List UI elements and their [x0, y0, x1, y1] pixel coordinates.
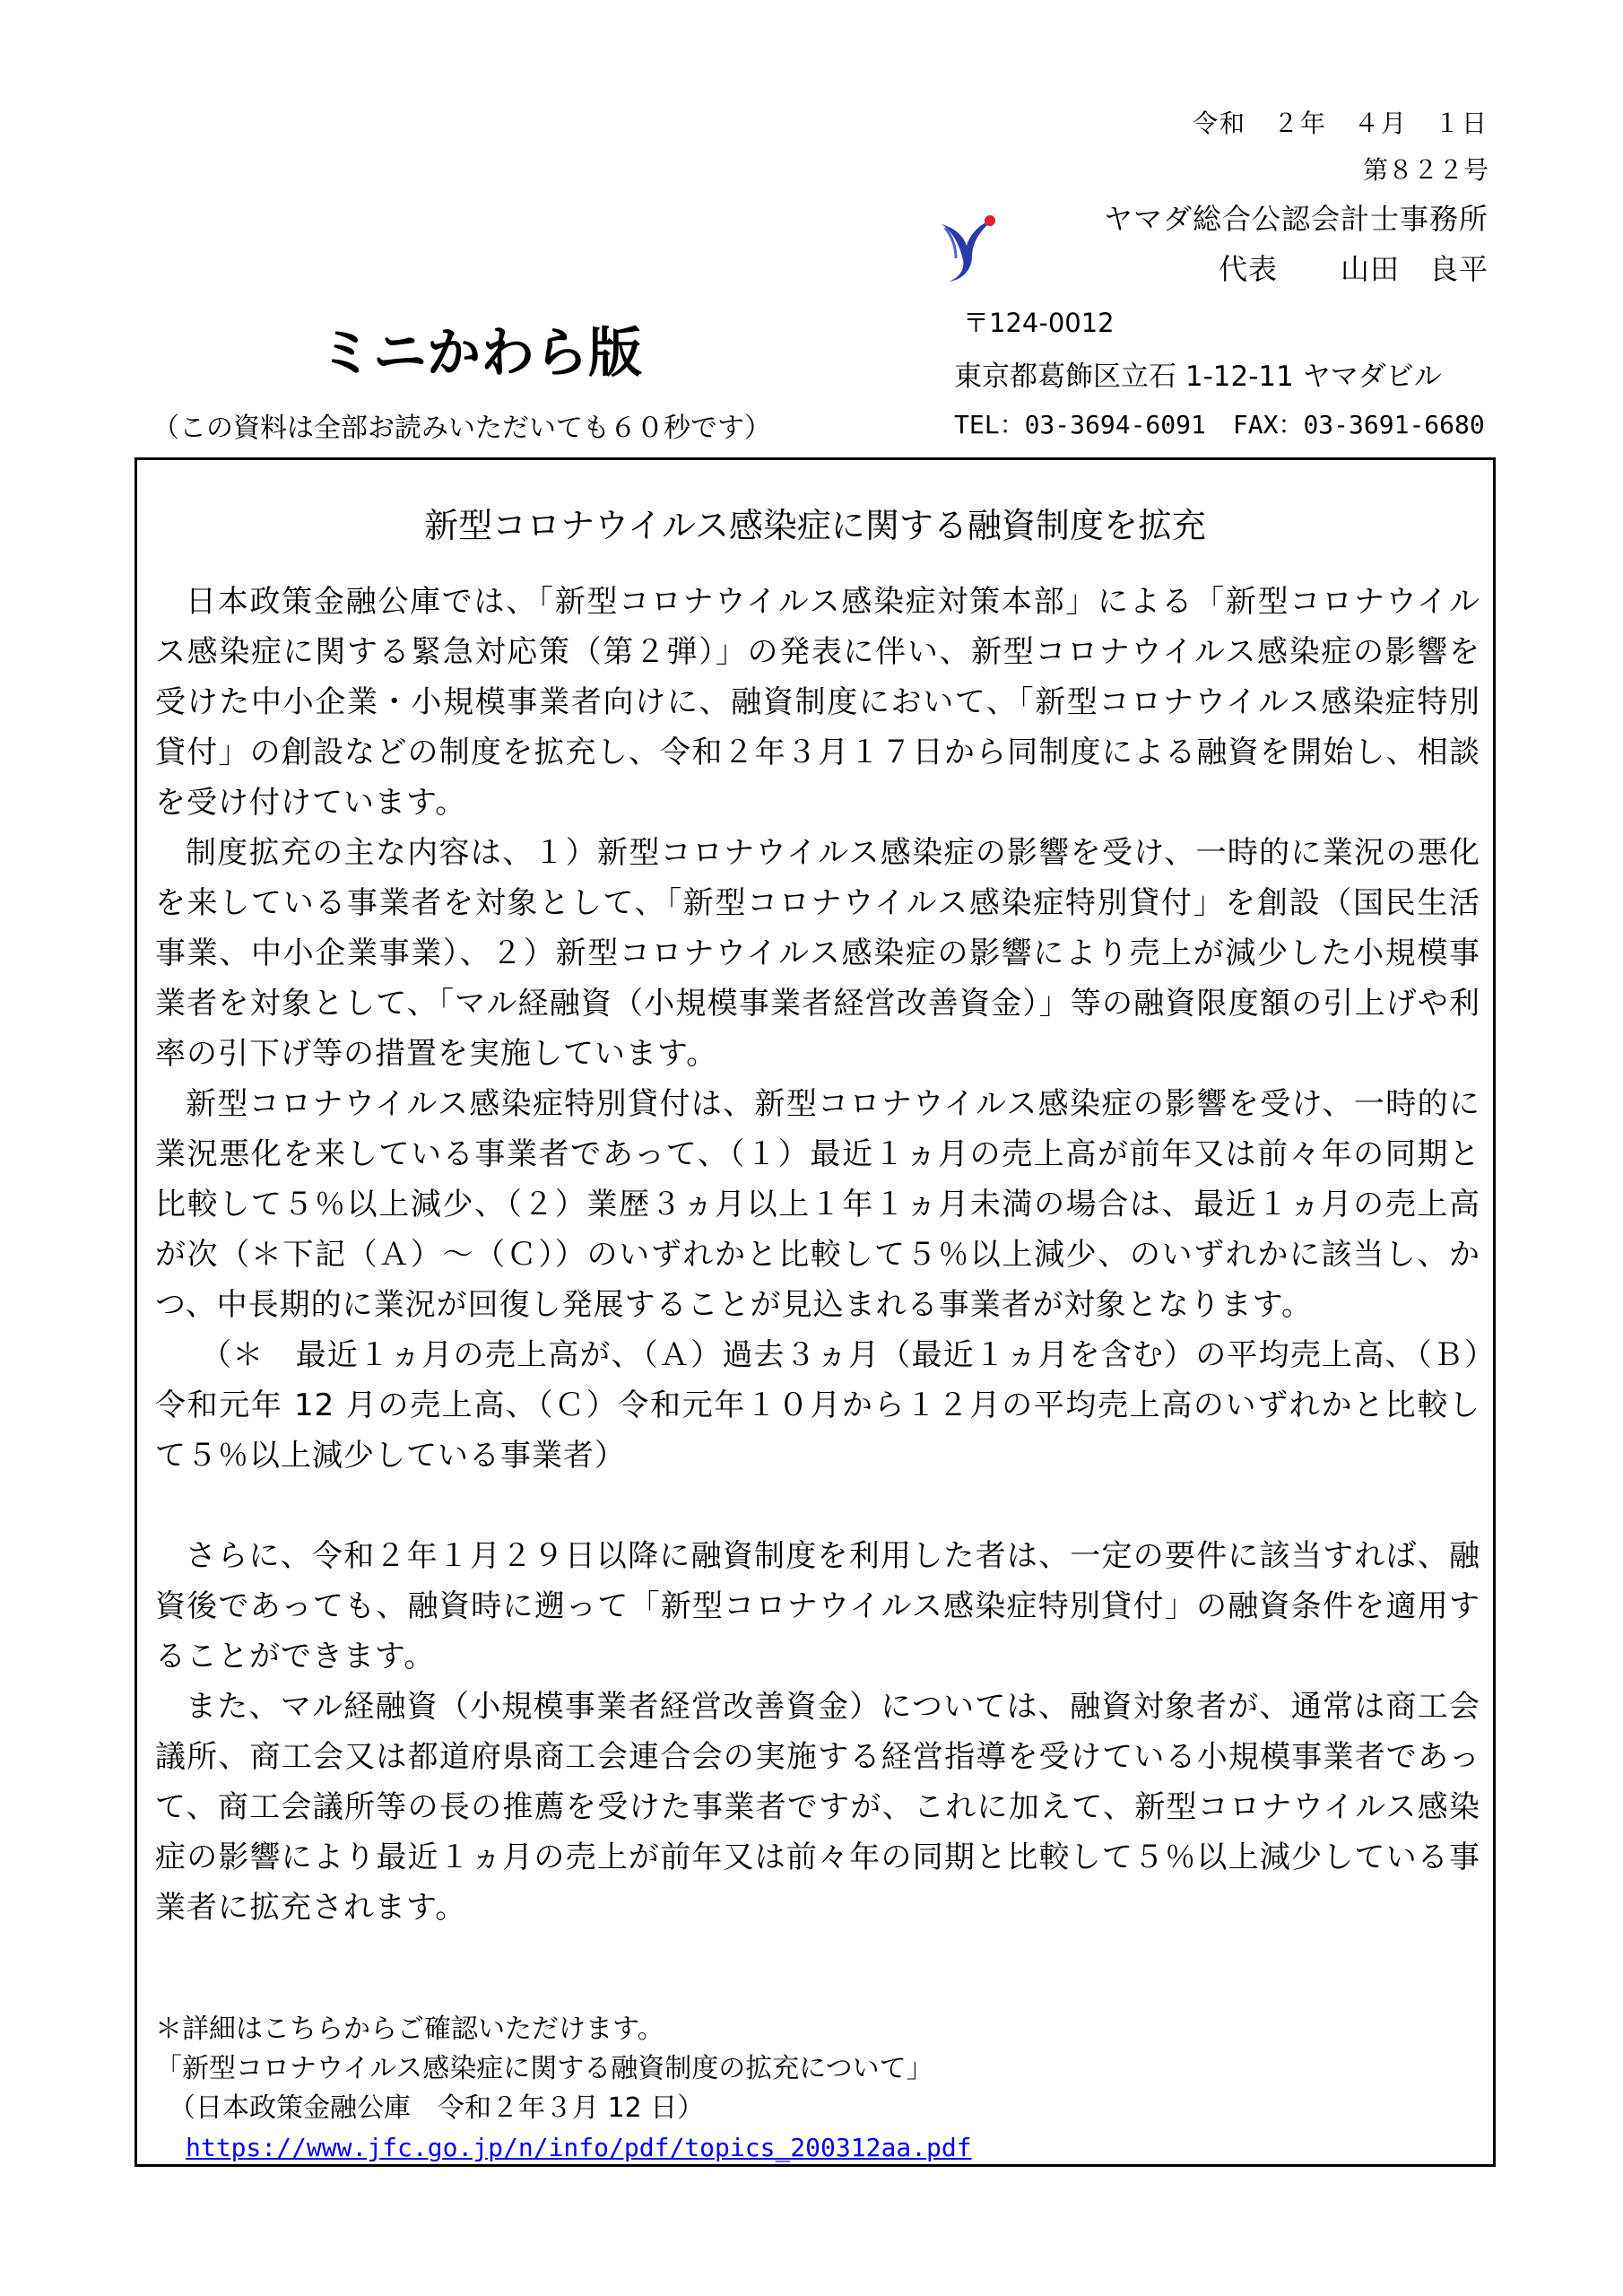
reference-source: （日本政策金融公庫 令和２年３月 12 日） — [169, 2092, 705, 2124]
newsletter-subtitle: （この資料は全部お読みいただいても６０秒です） — [152, 413, 771, 444]
fax-number: FAX：03-3691-6680 — [1232, 410, 1485, 439]
reference-url-link[interactable]: https://www.jfc.go.jp/n/info/pdf/topics_200312aa.pdf — [186, 2133, 972, 2162]
reference-title: 「新型コロナウイルス感染症に関する融資制度の拡充について」 — [155, 2053, 933, 2084]
article-paragraph: 日本政策金融公庫では、「新型コロナウイルス感染症対策本部」による「新型コロナウイルス感染症に関する緊急対応策（第２弾）」の発表に伴い、新型コロナウイルス感染症の影響を受けた中小企業・小規模事業者向けに、融資制度において、「新型コロナウイルス感染症特別貸付」の創設などの制度を拡充し、令和２年３月１７日から同制度による融資を開始し、相談を受け付けています。 — [155, 584, 1480, 821]
representative — [1218, 252, 1488, 286]
issue-date: 令和 ２年 ４月 １日 — [1192, 109, 1488, 138]
article-paragraph: 制度拡充の主な内容は、１）新型コロナウイルス感染症の影響を受け、一時的に業況の悪化を来している事業者を対象として、「新型コロナウイルス感染症特別貸付」を創設（国民生活事業、中小企業事業）、２）新型コロナウイルス感染症の影響により売上が減少した小規模事業者を対象として、「マル経融資（小規模事業者経営改善資金）」等の融資限度額の引上げや利率の引下げ等の措置を実施しています。 — [155, 835, 1480, 1072]
article-paragraph: さらに、令和２年１月２９日以降に融資制度を利用した者は、一定の要件に該当すれば、融資後であっても、融資時に遡って「新型コロナウイルス感染症特別貸付」の融資条件を適用することができます。 — [155, 1538, 1480, 1674]
office-name: ヤマダ総合公認会計士事務所 — [1103, 202, 1488, 236]
article-note: （＊ 最近１ヵ月の売上高が、（Ａ）過去３ヵ月（最近１ヵ月を含む）の平均売上高、（Ｂ）令和元年 12 月の売上高、（Ｃ）令和元年１０月から１２月の平均売上高のいずれかと比較して５％以上減少している事業者） — [155, 1337, 1480, 1474]
article-paragraph: また、マル経融資（小規模事業者経営改善資金）については、融資対象者が、通常は商工会議所、商工会又は都道府県商工会連合会の実施する経営指導を受けている小規模事業者であって、商工会議所等の長の推薦を受けた事業者ですが、これに加えて、新型コロナウイルス感染症の影響により最近１ヵ月の売上が前年又は前々年の同期と比較して５％以上減少している事業者に拡充されます。 — [155, 1689, 1480, 1926]
article-body — [155, 577, 1480, 1933]
article-title: 新型コロナウイルス感染症に関する融資制度を拡充 — [424, 506, 1206, 545]
reference-section — [155, 2010, 1480, 2168]
tel-number: TEL：03-3694-6091 — [954, 410, 1206, 439]
representative-title: 代表 — [1218, 252, 1278, 286]
representative-name: 山田 良平 — [1340, 252, 1488, 286]
details-note: ＊詳細はこちらからご確認いただけます。 — [155, 2013, 664, 2045]
newsletter-title: ミニかわら版 — [319, 322, 642, 385]
office-address: 東京都葛飾区立石 1-12-11 ヤマダビル — [954, 361, 1442, 393]
postal-code: 〒124-0012 — [963, 308, 1115, 338]
article-paragraph: 新型コロナウイルス感染症特別貸付は、新型コロナウイルス感染症の影響を受け、一時的に業況悪化を来している事業者であって、（１）最近１ヵ月の売上高が前年又は前々年の同期と比較して５％以上減少、（２）業歴３ヵ月以上１年１ヵ月未満の場合は、最近１ヵ月の売上高が次（＊下記（Ａ）～（Ｃ））のいずれかと比較して５％以上減少、のいずれかに該当し、かつ、中長期的に業況が回復し発展することが見込まれる事業者が対象となります。 — [155, 1086, 1480, 1323]
contact-line — [954, 405, 1485, 441]
swirl-logo-icon — [933, 197, 1004, 287]
issue-number: 第８２２号 — [1362, 155, 1488, 185]
article-box — [135, 457, 1496, 2167]
